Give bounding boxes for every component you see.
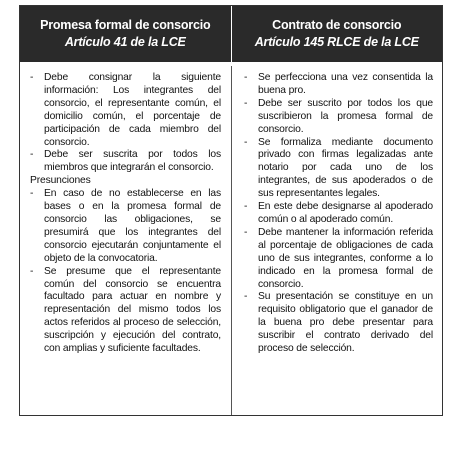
bullet-dash: - [30,188,34,200]
table-header-row [20,6,442,62]
list-item [30,266,221,356]
list-item-text: En este debe designarse al apoderado común o al apoderado común. [258,201,433,225]
bullet-dash: - [244,201,248,213]
header-right-subtitle: Artículo 145 RLCE de la LCE [254,35,419,49]
bullet-dash: - [244,97,248,109]
list-item-text: En caso de no establecerse en las bases o en la promesa formal de consorcio las obligaciones, se presumirá que los integrantes del consorcio ejecutarán conjuntamente el objeto de la convocatoria. [44,188,221,264]
list-item [30,188,221,265]
bullet-dash: - [30,72,34,83]
left-column [20,66,231,415]
bullet-dash: - [244,291,248,303]
bullet-dash: - [244,136,248,148]
presunciones-heading: Presunciones [30,175,91,187]
list-item-text: Se perfecciona una vez consentida la buena pro. [258,72,433,96]
bullet-dash: - [30,149,34,161]
list-item [244,98,433,137]
list-item [244,72,433,98]
header-cell-promesa [20,6,231,62]
list-item-text: Debe consignar la siguiente información: Los integrantes del consorcio, el representante común, el domicilio común, el porcentaje de participación de cada miembro del consorcio. [44,72,221,148]
header-left-title: Promesa formal de consorcio [40,18,211,32]
list-item-text: Su presentación se constituye en un requisito obligatorio que el ganador de la buena pro debe presentar para suscribir el contrato derivado del proceso de selección. [258,291,433,355]
comparison-table [19,5,443,416]
list-item-text: Debe ser suscrito por todos los que suscribieron la promesa formal de consorcio. [258,97,433,135]
list-item [244,201,433,227]
header-right-title: Contrato de consorcio [272,18,402,32]
list-item [30,72,221,149]
right-column [231,66,442,415]
list-item-text: Debe ser suscrita por todos los miembros que integrarán el consorcio. [44,149,221,174]
list-item [244,291,433,356]
bullet-dash: - [30,265,34,277]
list-item [244,137,433,202]
list-item-text: Se presume que el representante común del consorcio se encuentra facultado para actuar en nombre y representación del mismo todos los actos referidos al proceso de selección, suscripción y ejecución del contrato, con amplias y suficiente facultades. [44,265,221,355]
bullet-dash: - [244,72,248,83]
list-item [30,149,221,175]
header-left-subtitle: Artículo 41 de la LCE [64,35,186,49]
list-item-text: Debe mantener la información referida al porcentaje de obligaciones de cada uno de sus integrantes, conforme a lo indicado en la promesa formal de consorcio. [258,226,433,290]
table-body-row [20,66,442,415]
list-item-text: Se formaliza mediante documento privado con firmas legalizadas ante notario por cada uno de los integrantes, de sus apoderados o de sus representantes legales. [258,136,433,200]
header-cell-contrato [231,6,443,62]
list-item [244,227,433,292]
bullet-dash: - [244,226,248,238]
